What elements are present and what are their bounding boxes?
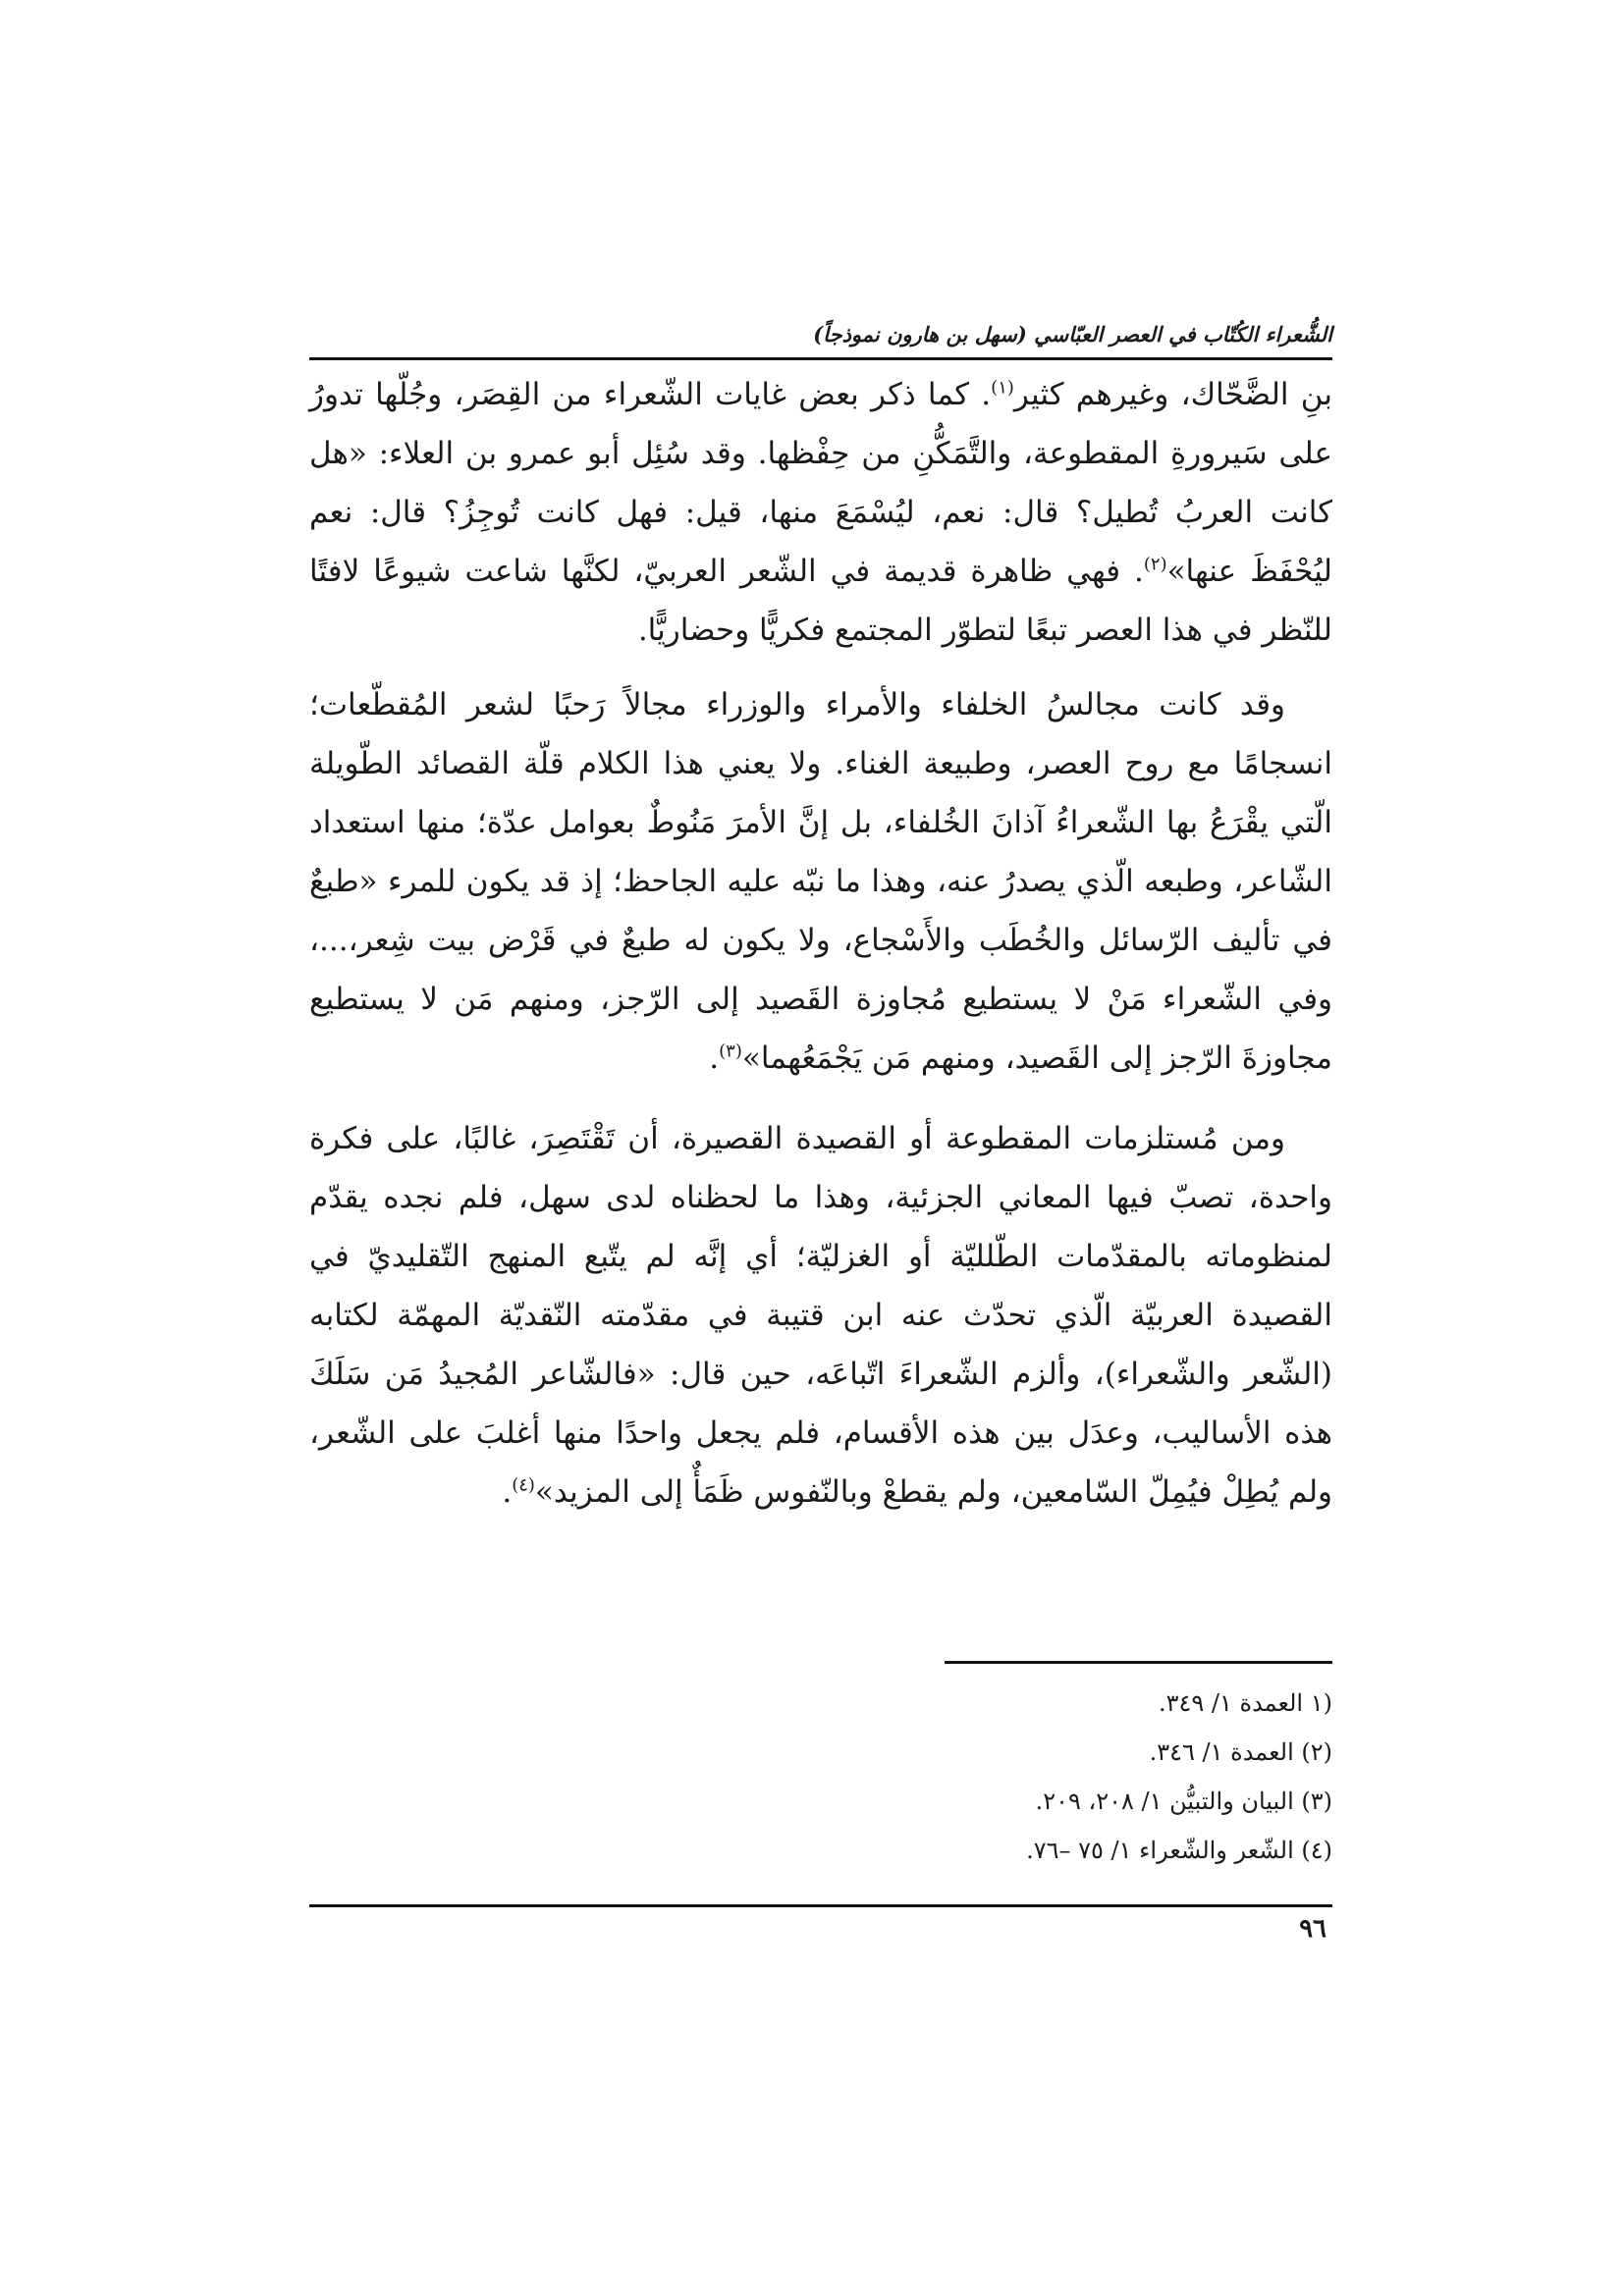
paragraph-1-part-2: . كما ذكر بعض غايات الشّعراء من القِصَر، وجُلّها تدورُ على سَيرورةِ المقطوعة، والتَّمَكُّنِ من حِفْظها. وقد سُئِل أبو عمرو بن العلاء: «هل كانت العربُ تُطيل؟ قال: نعم، ليُسْمَعَ منها، قيل: فهل كانت تُوجِزُ؟ قال: نعم ليُحْفَظَ عنها» (309, 377, 1333, 589)
page-number: ٩٦ (1299, 1914, 1326, 1944)
paragraph-3-part-1: ومن مُستلزمات المقطوعة أو القصيدة القصيرة، أن تَقْتَصِرَ، غالبًا، على فكرة واحدة، تصبّ فيها المعاني الجزئية، وهذا ما لحظناه لدى سهل، فلم نجده يقدّم لمنظوماته بالمقدّمات الطّلليّة أو الغزليّة؛ أي إنَّه لم يتّبع المنهج التّقليديّ في القصيدة العربيّة الّذي تحدّث عنه ابن قتيبة في مقدّمته النّقديّة المهمّة لكتابه (الشّعر والشّعراء)، وألزم الشّعراءَ اتّباعَه، حين قال: «فالشّاعر المُجيدُ مَن سَلَكَ هذه الأساليب، وعدَل بين هذه الأقسام، فلم يجعل واحدًا منها أغلبَ على الشّعر، ولم يُطِلْ فيُمِلّ السّامعين، ولم يقطعْ وبالنّفوس ظَمَأٌ إلى المزيد» (309, 1121, 1332, 1510)
footnote-ref-4[interactable]: (٤) (512, 1474, 535, 1496)
paragraph-3-part-2: . (502, 1474, 513, 1510)
book-page (309, 294, 1332, 1963)
footnote-2: (٢) العمدة ١/ ٣٤٦. (1149, 1738, 1332, 1766)
footnote-ref-3[interactable]: (٣) (719, 1041, 742, 1062)
paragraph-1-part-3: . فهي ظاهرة قديمة في الشّعر العربيّ، لكنَّها شاعت شيوعًا لافتًا للنّظر في هذا العصر تبعًا لتطوّر المجتمع فكريًّا وحضاريًّا. (309, 554, 1332, 648)
paragraph-2 (309, 675, 1332, 1088)
footnote-1: (١ العمدة ١/ ٣٤٩. (1158, 1689, 1332, 1717)
footnote-ref-2[interactable]: (٢) (1143, 554, 1167, 575)
running-header: الشُّعراء الكُتّاب في العصر العبّاسي (سهل بن هارون نموذجاً) (813, 322, 1332, 347)
paragraph-2-part-1: وقد كانت مجالسُ الخلفاء والأمراء والوزراء مجالاً رَحبًا لشعر المُقطّعات؛ انسجامًا مع روح العصر، وطبيعة الغناء. ولا يعني هذا الكلام قلّة القصائد الطّويلة الّتي يقْرَعُ بها الشّعراءُ آذانَ الخُلفاء، بل إنَّ الأمرَ مَنُوطٌ بعوامل عدّة؛ منها استعداد الشّاعر، وطبعه الّذي يصدرُ عنه، وهذا ما نبّه عليه الجاحظ؛ إذ قد يكون للمرء «طبعٌ في تأليف الرّسائل والخُطَب والأَسْجاع، ولا يكون له طبعٌ في قَرْض بيت شِعر،...، وفي الشّعراء مَنْ لا يستطيع مُجاوزة القَصيد إلى الرّجز، ومنهم مَن لا يستطيع مجاوزةَ الرّجز إلى القَصيد، ومنهم مَن يَجْمَعُهما» (309, 687, 1332, 1076)
paragraph-3 (309, 1109, 1332, 1522)
footnote-ref-1[interactable]: (١) (991, 377, 1014, 399)
footnote-divider (945, 1661, 1332, 1664)
paragraph-1 (309, 365, 1332, 660)
paragraph-1-part-1: بنِ الضَّحّاك، وغيرهم كثير (1013, 377, 1332, 412)
footnote-4: (٤) الشّعر والشّعراء ١/ ٧٥ –٧٦. (1026, 1837, 1332, 1864)
body-text (309, 365, 1332, 1543)
header-divider (309, 357, 1332, 360)
footnote-3: (٣) البيان والتبيُّن ١/ ٢٠٨، ٢٠٩. (1035, 1788, 1332, 1815)
paragraph-2-part-2: . (709, 1041, 720, 1076)
footer-divider (309, 1904, 1332, 1907)
footnotes-list (309, 1679, 1332, 1875)
